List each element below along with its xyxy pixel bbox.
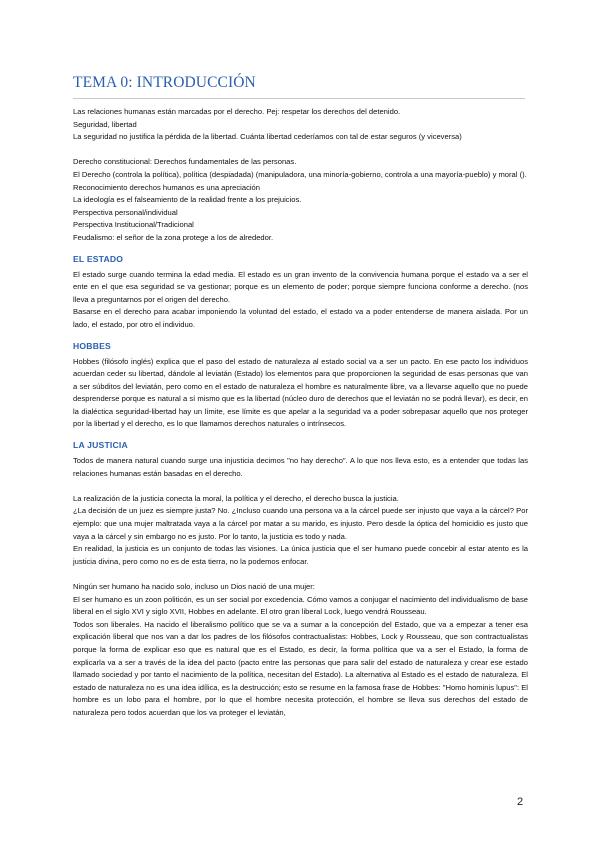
- intro-line: La seguridad no justifica la pérdida de la libertad. Cuánta libertad cederíamos con tal de estar seguros (y viceversa): [73, 132, 462, 142]
- page-number: 2: [517, 796, 524, 808]
- list-line: Feudalismo: el señor de la zona protege a los de alrededor.: [73, 232, 274, 242]
- justicia-paragraph: El ser humano es un zoon politicón, es un ser social por excedencia. Cómo vamos a conjugar el nacimiento del individualismo de base liberal en el siglo XVI y siglo XVII, Hobbes en adelante. El otro gran liberal Lock, luego vendrá Rousseau.: [73, 594, 528, 617]
- spacer: [73, 332, 528, 340]
- document-body: [73, 106, 528, 720]
- section-heading-hobbes: HOBBES: [73, 340, 111, 351]
- list-line: El Derecho (controla la política), política (despiadada) (manipuladora, una minoría-gobierno, controla a una mayoría-pueblo) y moral ().: [73, 169, 527, 179]
- spacer: [73, 245, 528, 253]
- page-title: TEMA 0: INTRODUCCIÓN: [73, 74, 256, 91]
- list-line: La ideología es el falseamiento de la realidad frente a los prejuicios.: [73, 195, 302, 205]
- spacer: [73, 568, 528, 581]
- hobbes-paragraph: Hobbes (filósofo inglés) explica que el paso del estado de naturaleza al estado social va a ser un pacto. En ese pacto los individuos acuerdan ceder su libertad, dándole al leviatán (Estado) los elementos para que proporcionen la seguridad de esas personas que van a ser súbditos del leviatán, pero como en el estado de naturaleza el hombre es naturalmente libre, va a llevarse aquello que no puede desprenderse porque es natural a sí mismo que es la libertad (núcleo duro de derechos que el leviatán no se podrá llevar), es decir, en la dialéctica seguridad-libertad hay un límite, ese límite es que apelar a la seguridad va a poder sobrepasar aquello que nos proteger por la libertad y el derecho, es lo que llamamos derechos naturales o intrínsecos.: [73, 356, 528, 429]
- intro-line: Las relaciones humanas están marcadas por el derecho. Pej: respetar los derechos del detenido.: [73, 107, 401, 116]
- justicia-paragraph: En realidad, la justicia es un conjunto de todas las visiones. La única justicia que el ser humano puede concebir al estar atento es la justicia divina, pero como no es de esta tierra, no la podemos enfocar.: [73, 544, 528, 566]
- justicia-paragraph: Todos son liberales. Ha nacido el liberalismo político que se va a sumar a la concepción del Estado, que va a empezar a tener esa explicación liberal que nos van a dar los padres de los filósofos contractualistas: Hobbes, Lock y Rousseau, que son contractualistas porque la forma de explicar eso que es natural que es el Estado, es decir, la forma política que va a ser el Estado, la forma de explicarla va a ser a través de la idea del pacto (pacto entre las personas que para salir del estado de naturaleza y crear ese estado llamado sociedad y por tanto el nacimiento de la política, necesitan del Estado). La alternativa al Estado es el estado de naturaleza. El estado de naturaleza no es una idea idílica, es la destrucción; esto se resume en la famosa frase de Hobbes: "Homo hominis lupus": El hombre es un lobo para el hombre, por lo que el hombre necesita protección, el hombre se lleva sus derechos del estado de naturaleza pero todos acuerdan que los va proteger el leviatán,: [73, 619, 528, 717]
- justicia-paragraph: ¿La decisión de un juez es siempre justa? No. ¿Incluso cuando una persona va a la cárcel puede ser injusto que vaya a la cárcel? Por ejemplo: que una mujer maltratada vaya a la cárcel por matar a su marido, es injusto. Pero desde la óptica del homicidio es justo que vaya a la cárcel y sin embargo no es justo. Por lo tanto, la justicia es todo y nada.: [73, 506, 528, 541]
- estado-paragraph: El estado surge cuando termina la edad media. El estado es un gran invento de la convivencia humana porque el estado va a ser el ente en el que esa seguridad se va gestionar; porque es un elemento de poder; porque siempre funciona conforme a derecho. (nos lleva a preguntarnos por el origen del derecho.: [73, 269, 528, 304]
- section-heading-justicia: LA JUSTICIA: [73, 440, 128, 451]
- justicia-paragraph: Todos de manera natural cuando surge una injusticia decimos "no hay derecho". A lo que nos lleva esto, es a entender que todas las relaciones humanas están basadas en el derecho.: [73, 456, 528, 478]
- list-line: Reconocimiento derechos humanos es una apreciación: [73, 182, 261, 192]
- title-divider: [73, 98, 525, 99]
- list-line: Perspectiva personal/individual: [73, 207, 178, 217]
- estado-paragraph: Basarse en el derecho para acabar imponiendo la voluntad del estado, el estado va a poder entenderse de manera aislada. Por un lado, el estado, por otro el individuo.: [73, 307, 528, 329]
- justicia-paragraph: Ningún ser humano ha nacido solo, incluso un Dios nació de una mujer:: [73, 582, 315, 591]
- section-heading-estado: EL ESTADO: [73, 253, 124, 264]
- list-line: Perspectiva Institucional/Tradicional: [73, 220, 194, 230]
- spacer: [73, 480, 528, 493]
- spacer: [73, 144, 528, 157]
- spacer: [73, 431, 528, 439]
- intro-line: Seguridad, libertad: [73, 119, 137, 129]
- list-line: Derecho constitucional: Derechos fundamentales de las personas.: [73, 157, 297, 167]
- justicia-paragraph: La realización de la justicia conecta la moral, la política y el derecho, el derecho busca la justicia.: [73, 493, 399, 503]
